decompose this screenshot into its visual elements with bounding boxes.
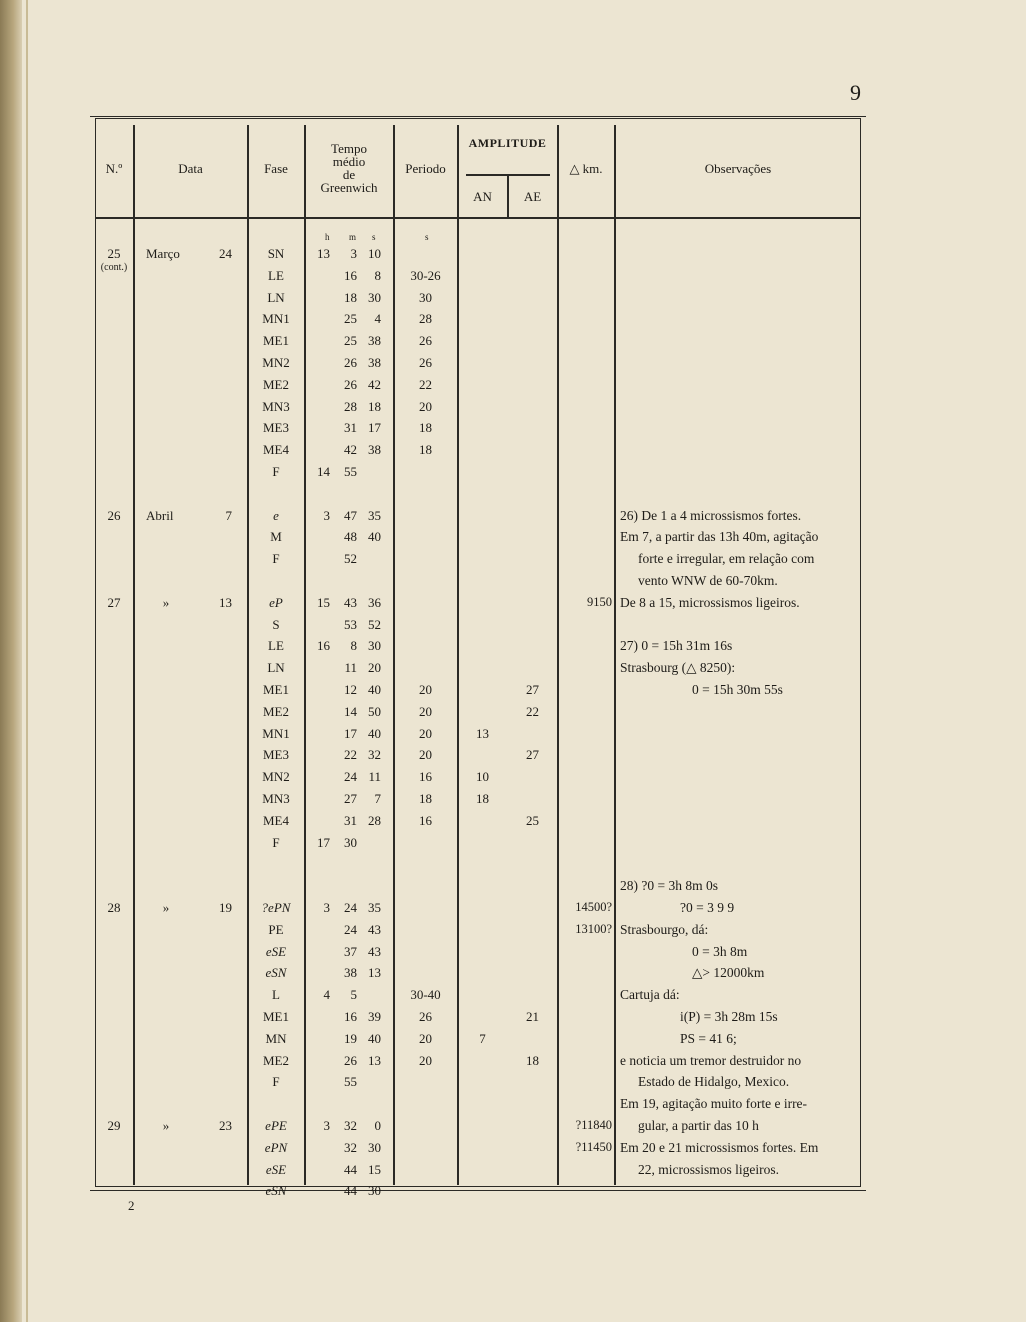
entry-number: 28 bbox=[107, 900, 121, 915]
time-minutes-cell: 18 bbox=[344, 289, 357, 305]
time-seconds-cell: 32 bbox=[368, 747, 381, 763]
distance-cell: 14500? bbox=[575, 900, 612, 914]
observation-line: 22, microssismos ligeiros. bbox=[638, 1161, 779, 1177]
sheet-signature: 2 bbox=[128, 1198, 135, 1213]
period-cell: 20 bbox=[419, 1052, 432, 1068]
time-minutes-cell: 37 bbox=[344, 943, 357, 959]
header-fase: Fase bbox=[264, 161, 288, 176]
time-minutes-cell: 16 bbox=[344, 1009, 357, 1024]
period-cell: 18 bbox=[419, 442, 432, 458]
time-seconds-cell: 52 bbox=[368, 616, 381, 632]
col-divider bbox=[393, 125, 395, 1185]
observation-line: Em 7, a partir das 13h 40m, agitação bbox=[620, 529, 819, 545]
time-seconds-cell: 30 bbox=[368, 289, 381, 305]
entry-day: 23 bbox=[219, 1118, 232, 1133]
time-minutes-cell: 12 bbox=[344, 682, 357, 697]
observation-line: vento WNW de 60-70km. bbox=[638, 573, 778, 588]
observation-line: PS = 41 6; bbox=[680, 1030, 737, 1046]
period-cell: 20 bbox=[419, 398, 432, 414]
time-minutes-cell: 22 bbox=[344, 747, 357, 763]
amplitude-e-cell: 27 bbox=[526, 682, 539, 697]
period-cell: 30 bbox=[419, 289, 432, 305]
time-seconds-cell: 38 bbox=[368, 442, 381, 458]
time-minutes-cell: 24 bbox=[344, 769, 357, 785]
observation-line: De 8 a 15, microssismos ligeiros. bbox=[620, 594, 800, 610]
unit-period-seconds: s bbox=[425, 232, 429, 242]
phase-cell: MN3 bbox=[262, 791, 290, 806]
time-minutes-cell: 53 bbox=[344, 616, 357, 632]
period-cell: 26 bbox=[419, 1009, 432, 1024]
time-seconds-cell: 10 bbox=[368, 246, 381, 261]
header-tempo bbox=[305, 142, 393, 194]
time-minutes-cell: 32 bbox=[344, 1139, 357, 1155]
time-seconds-cell: 11 bbox=[368, 769, 381, 785]
time-minutes-cell: 43 bbox=[344, 594, 357, 610]
time-minutes-cell: 26 bbox=[344, 355, 357, 370]
header-tempo-line2: médio bbox=[332, 154, 366, 169]
time-minutes-cell: 11 bbox=[344, 660, 357, 676]
period-cell: 16 bbox=[419, 769, 432, 785]
phase-cell: ME4 bbox=[263, 812, 289, 828]
phase-cell: ME3 bbox=[263, 747, 289, 763]
observation-line: 0 = 3h 8m bbox=[692, 943, 748, 959]
phase-cell: S bbox=[272, 616, 280, 632]
header-tempo-line3: de bbox=[342, 167, 356, 182]
phase-cell: ePN bbox=[264, 1139, 288, 1155]
period-cell: 16 bbox=[419, 812, 432, 828]
phase-cell: e bbox=[273, 507, 279, 523]
period-cell: 28 bbox=[419, 311, 432, 327]
page-number: 9 bbox=[850, 80, 861, 105]
time-minutes-cell: 44 bbox=[344, 1183, 357, 1199]
time-minutes-cell: 55 bbox=[344, 464, 357, 479]
phase-cell: F bbox=[272, 834, 280, 850]
time-hours-cell: 16 bbox=[317, 638, 330, 654]
phase-cell: SN bbox=[267, 246, 285, 261]
phase-cell: eSN bbox=[265, 965, 287, 981]
time-minutes-cell: 31 bbox=[344, 812, 357, 828]
time-seconds-cell: 43 bbox=[368, 943, 381, 959]
observation-line: 27) 0 = 15h 31m 16s bbox=[620, 638, 733, 654]
observation-line: Em 19, agitação muito forte e irre- bbox=[620, 1096, 808, 1112]
time-minutes-cell: 28 bbox=[344, 398, 357, 414]
entry-day: 7 bbox=[225, 507, 232, 523]
time-minutes-cell: 42 bbox=[344, 442, 357, 458]
time-seconds-cell: 36 bbox=[368, 594, 381, 610]
entry-month: » bbox=[162, 594, 170, 610]
time-seconds-cell: 38 bbox=[368, 333, 381, 349]
col-divider bbox=[557, 125, 559, 1185]
time-seconds-cell: 15 bbox=[368, 1161, 381, 1177]
header-ae: AE bbox=[523, 189, 542, 204]
time-minutes-cell: 24 bbox=[344, 921, 357, 937]
entry-day: 24 bbox=[219, 246, 232, 261]
amplitude-e-cell: 22 bbox=[526, 703, 539, 719]
time-seconds-cell: 7 bbox=[374, 791, 381, 806]
time-minutes-cell: 25 bbox=[344, 333, 357, 349]
time-minutes-cell: 25 bbox=[344, 311, 357, 327]
time-seconds-cell: 13 bbox=[368, 965, 381, 981]
col-divider bbox=[614, 125, 616, 1185]
phase-cell: ME2 bbox=[263, 376, 289, 392]
header-periodo: Periodo bbox=[405, 161, 446, 176]
time-minutes-cell: 32 bbox=[344, 1118, 357, 1133]
observation-line: ?0 = 3 9 9 bbox=[680, 900, 735, 915]
phase-cell: MN2 bbox=[262, 355, 290, 370]
phase-cell: MN1 bbox=[262, 725, 290, 741]
col-divider bbox=[304, 125, 306, 1185]
phase-cell: ME4 bbox=[263, 442, 289, 458]
time-seconds-cell: 38 bbox=[368, 355, 381, 370]
time-seconds-cell: 40 bbox=[368, 682, 381, 697]
time-seconds-cell: 43 bbox=[368, 921, 381, 937]
time-hours-cell: 3 bbox=[323, 507, 330, 523]
time-seconds-cell: 39 bbox=[368, 1009, 381, 1024]
top-rule bbox=[90, 116, 866, 117]
header-tempo-line1: Tempo bbox=[331, 141, 367, 156]
time-minutes-cell: 3 bbox=[350, 246, 357, 261]
time-seconds-cell: 0 bbox=[374, 1118, 381, 1133]
header-data: Data bbox=[178, 161, 203, 176]
time-minutes-cell: 55 bbox=[344, 1074, 357, 1090]
phase-cell: MN1 bbox=[262, 311, 290, 327]
phase-cell: F bbox=[272, 464, 280, 479]
phase-cell: L bbox=[272, 987, 280, 1003]
observation-line: 26) De 1 a 4 microssismos fortes. bbox=[620, 507, 802, 523]
phase-cell: ?ePN bbox=[261, 900, 291, 915]
phase-cell: eSE bbox=[265, 943, 287, 959]
phase-cell: LE bbox=[268, 638, 284, 654]
time-seconds-cell: 40 bbox=[368, 1030, 381, 1046]
header-rule bbox=[95, 217, 861, 219]
phase-cell: ME3 bbox=[263, 420, 289, 436]
time-seconds-cell: 28 bbox=[368, 812, 381, 828]
observation-line: Strasbourgo, dá: bbox=[620, 921, 709, 937]
phase-cell: MN2 bbox=[262, 769, 290, 785]
entry-number: 27 bbox=[107, 594, 121, 610]
time-minutes-cell: 47 bbox=[344, 507, 357, 523]
observation-line: △> 12000km bbox=[692, 965, 765, 981]
time-hours-cell: 3 bbox=[323, 900, 330, 915]
time-minutes-cell: 52 bbox=[344, 551, 357, 567]
period-cell: 20 bbox=[419, 725, 432, 741]
phase-cell: MN bbox=[265, 1030, 287, 1046]
phase-cell: M bbox=[270, 529, 282, 545]
amplitude-n-cell: 10 bbox=[476, 769, 489, 785]
period-cell: 22 bbox=[419, 376, 432, 392]
time-minutes-cell: 31 bbox=[344, 420, 357, 436]
entry-number: 25 bbox=[107, 246, 121, 261]
amplitude-rule bbox=[466, 174, 550, 176]
unit-seconds: s bbox=[372, 232, 376, 242]
col-divider bbox=[247, 125, 249, 1185]
time-minutes-cell: 26 bbox=[344, 1052, 357, 1068]
time-seconds-cell: 35 bbox=[368, 507, 381, 523]
phase-cell: ME1 bbox=[263, 682, 289, 697]
time-seconds-cell: 30 bbox=[368, 1139, 381, 1155]
period-cell: 26 bbox=[419, 355, 432, 370]
header-amplitude: AMPLITUDE bbox=[468, 136, 547, 150]
time-seconds-cell: 17 bbox=[368, 420, 381, 436]
phase-cell: eSN bbox=[265, 1183, 287, 1199]
time-minutes-cell: 44 bbox=[344, 1161, 357, 1177]
phase-cell: LE bbox=[268, 267, 284, 283]
observation-line: gular, a partir das 10 h bbox=[638, 1118, 759, 1133]
entry-month: » bbox=[162, 1118, 170, 1133]
time-seconds-cell: 40 bbox=[368, 725, 381, 741]
time-minutes-cell: 48 bbox=[344, 529, 357, 545]
col-divider bbox=[457, 125, 459, 1185]
time-seconds-cell: 18 bbox=[368, 398, 381, 414]
time-minutes-cell: 30 bbox=[344, 834, 357, 850]
phase-cell: LN bbox=[267, 660, 285, 676]
period-cell: 20 bbox=[419, 682, 432, 697]
amplitude-e-cell: 21 bbox=[526, 1009, 539, 1024]
phase-cell: eP bbox=[269, 594, 283, 610]
amplitude-n-cell: 7 bbox=[479, 1030, 486, 1046]
period-cell: 20 bbox=[419, 1030, 432, 1046]
bottom-rule bbox=[90, 1190, 866, 1191]
time-minutes-cell: 19 bbox=[344, 1030, 357, 1046]
header-distance: △ km. bbox=[569, 161, 603, 176]
observation-line: 0 = 15h 30m 55s bbox=[692, 682, 783, 697]
entry-number: 26 bbox=[107, 507, 121, 523]
time-minutes-cell: 38 bbox=[344, 965, 357, 981]
col-divider bbox=[133, 125, 135, 1185]
time-hours-cell: 13 bbox=[317, 246, 330, 261]
amplitude-e-cell: 25 bbox=[526, 812, 539, 828]
time-seconds-cell: 40 bbox=[368, 529, 381, 545]
amplitude-e-cell: 18 bbox=[526, 1052, 539, 1068]
header-an: AN bbox=[473, 189, 492, 204]
time-seconds-cell: 30 bbox=[368, 638, 381, 654]
period-cell: 20 bbox=[419, 703, 432, 719]
header-no: N.º bbox=[105, 161, 123, 176]
phase-cell: ME1 bbox=[263, 333, 289, 349]
period-cell: 26 bbox=[419, 333, 432, 349]
time-hours-cell: 15 bbox=[317, 594, 330, 610]
seismogram-table bbox=[95, 118, 861, 1187]
period-cell: 30-40 bbox=[410, 987, 441, 1003]
time-hours-cell: 3 bbox=[323, 1118, 330, 1133]
phase-cell: eSE bbox=[265, 1161, 287, 1177]
time-minutes-cell: 14 bbox=[344, 703, 357, 719]
phase-cell: MN3 bbox=[262, 398, 290, 414]
period-cell: 18 bbox=[419, 791, 432, 806]
observation-line: Cartuja dá: bbox=[620, 987, 680, 1003]
time-hours-cell: 17 bbox=[317, 834, 330, 850]
time-seconds-cell: 20 bbox=[368, 660, 381, 676]
amplitude-n-cell: 13 bbox=[476, 725, 489, 741]
distance-cell: ?11450 bbox=[575, 1139, 612, 1154]
observation-line: 28) ?0 = 3h 8m 0s bbox=[620, 878, 718, 894]
entry-number: 29 bbox=[107, 1118, 121, 1133]
time-seconds-cell: 35 bbox=[368, 900, 381, 915]
time-minutes-cell: 16 bbox=[344, 267, 357, 283]
amplitude-n-cell: 18 bbox=[476, 791, 489, 806]
unit-hours: h bbox=[325, 232, 330, 242]
header-observacoes: Observações bbox=[704, 161, 772, 176]
phase-cell: ME2 bbox=[263, 1052, 289, 1068]
unit-minutes: m bbox=[349, 232, 357, 242]
time-seconds-cell: 30 bbox=[368, 1183, 381, 1199]
binding-edge bbox=[26, 0, 28, 1322]
time-seconds-cell: 13 bbox=[368, 1052, 381, 1068]
period-cell: 30-26 bbox=[410, 267, 441, 283]
observation-line: e noticia um tremor destruidor no bbox=[620, 1052, 802, 1068]
distance-cell: 13100? bbox=[575, 921, 612, 936]
distance-cell: 9150 bbox=[587, 594, 612, 609]
entry-day: 19 bbox=[219, 900, 232, 915]
phase-cell: F bbox=[272, 551, 280, 567]
observation-line: Em 20 e 21 microssismos fortes. Em bbox=[620, 1139, 819, 1155]
entry-note: (cont.) bbox=[100, 262, 128, 273]
phase-cell: F bbox=[272, 1074, 280, 1090]
time-seconds-cell: 8 bbox=[374, 267, 381, 283]
observation-line: Strasbourg (△ 8250): bbox=[620, 660, 736, 676]
period-cell: 20 bbox=[419, 747, 432, 763]
entry-day: 13 bbox=[219, 594, 232, 610]
phase-cell: ePE bbox=[265, 1118, 287, 1133]
phase-cell: ME2 bbox=[263, 703, 289, 719]
entry-month: Março bbox=[146, 246, 180, 261]
time-seconds-cell: 4 bbox=[374, 311, 381, 327]
book-binding bbox=[0, 0, 22, 1322]
period-cell: 18 bbox=[419, 420, 432, 436]
time-minutes-cell: 17 bbox=[344, 725, 357, 741]
time-minutes-cell: 27 bbox=[344, 791, 357, 806]
time-minutes-cell: 24 bbox=[344, 900, 357, 915]
entry-month: Abril bbox=[146, 507, 174, 523]
time-minutes-cell: 8 bbox=[350, 638, 357, 654]
time-minutes-cell: 26 bbox=[344, 376, 357, 392]
phase-cell: PE bbox=[268, 921, 284, 937]
distance-cell: ?11840 bbox=[575, 1118, 612, 1132]
observation-line: Estado de Hidalgo, Mexico. bbox=[638, 1074, 790, 1090]
amplitude-e-cell: 27 bbox=[526, 747, 539, 763]
observation-line: forte e irregular, em relação com bbox=[638, 551, 815, 567]
phase-cell: ME1 bbox=[263, 1009, 289, 1024]
time-hours-cell: 14 bbox=[317, 464, 330, 479]
time-minutes-cell: 5 bbox=[350, 987, 357, 1003]
header-tempo-line4: Greenwich bbox=[320, 180, 378, 195]
time-seconds-cell: 50 bbox=[368, 703, 381, 719]
observation-line: i(P) = 3h 28m 15s bbox=[680, 1009, 778, 1024]
time-seconds-cell: 42 bbox=[368, 376, 381, 392]
entry-month: » bbox=[162, 900, 170, 915]
phase-cell: LN bbox=[267, 289, 285, 305]
time-hours-cell: 4 bbox=[323, 987, 330, 1003]
